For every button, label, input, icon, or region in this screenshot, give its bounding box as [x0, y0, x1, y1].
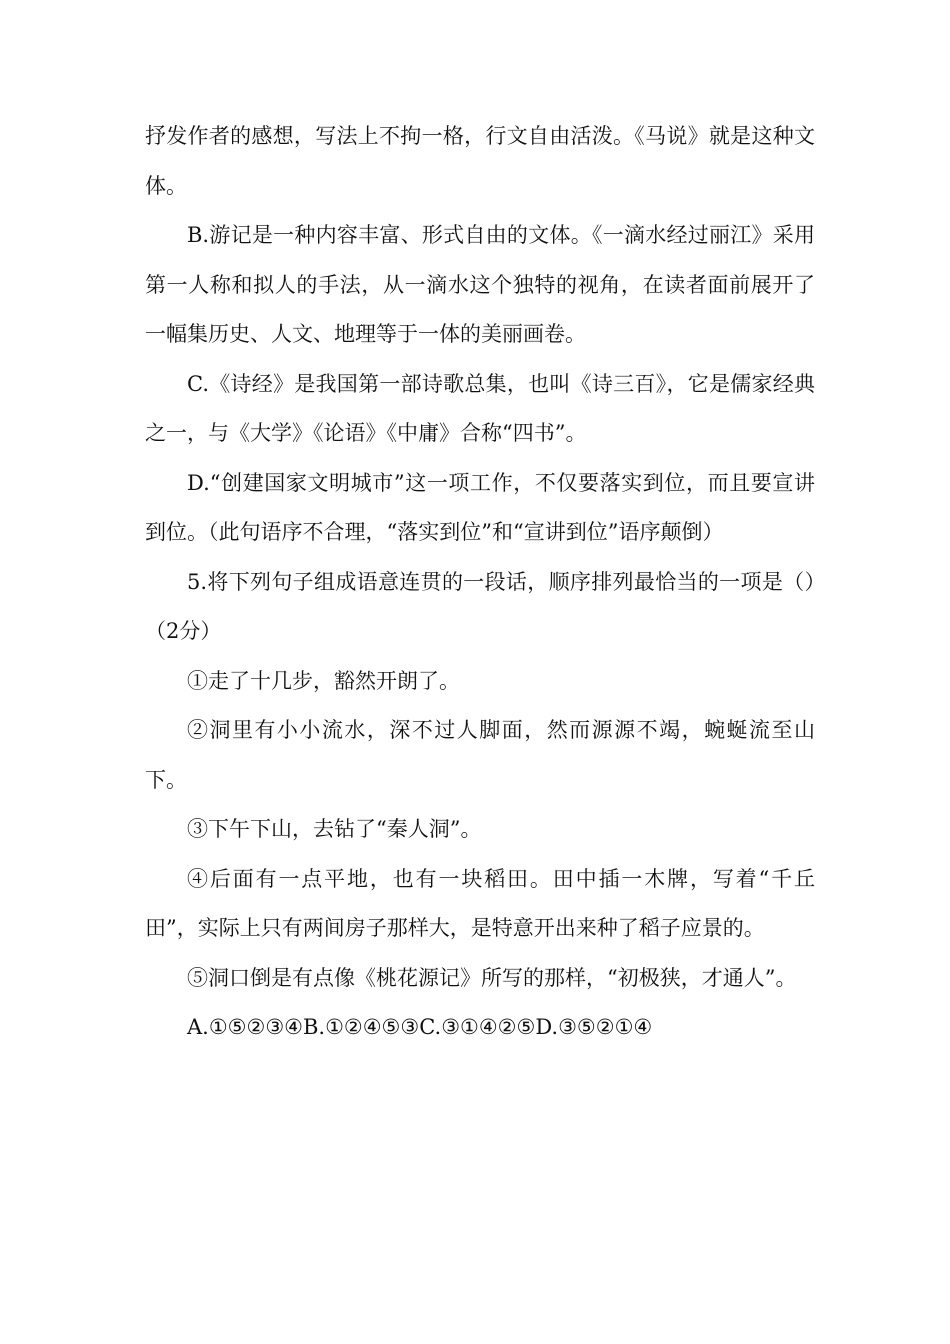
- document-body: [145, 112, 815, 1053]
- option-c-paragraph: C.《诗经》是我国第一部诗歌总集，也叫《诗三百》，它是儒家经典之一，与《大学》《论语》《中庸》合称“四书”。: [145, 371, 815, 445]
- answer-options: A.①⑤②③④B.①②④⑤③C.③①④②⑤D.③⑤②①④: [187, 1015, 653, 1039]
- sentence-3: ③下午下山，去钻了“秦人洞”。: [187, 817, 482, 841]
- paragraph-continuation: 抒发作者的感想，写法上不拘一格，行文自由活泼。《马说》就是这种文体。: [145, 124, 815, 198]
- option-b-paragraph: B.游记是一种内容丰富、形式自由的文体。《一滴水经过丽江》采用第一人称和拟人的手法，从一滴水这个独特的视角，在读者面前展开了一幅集历史、人文、地理等于一体的美丽画卷。: [145, 223, 815, 346]
- question-5-stem: 5.将下列句子组成语意连贯的一段话，顺序排列最恰当的一项是（）（2分）: [145, 569, 815, 643]
- sentence-5: ⑤洞口倒是有点像《桃花源记》所写的那样，“初极狭，才通人”。: [187, 965, 797, 990]
- sentence-2: ②洞里有小小流水，深不过人脚面，然而源源不竭，蜿蜒流至山下。: [145, 718, 815, 792]
- option-d-paragraph: D.“创建国家文明城市”这一项工作，不仅要落实到位，而且要宣讲到位。（此句语序不合理，“落实到位”和“宣讲到位”语序颠倒）: [145, 470, 815, 544]
- sentence-4: ④后面有一点平地，也有一块稻田。田中插一木牌，写着“千丘田”，实际上只有两间房子那样大，是特意开出来种了稻子应景的。: [145, 866, 815, 940]
- sentence-1: ①走了十几步，豁然开朗了。: [187, 668, 460, 693]
